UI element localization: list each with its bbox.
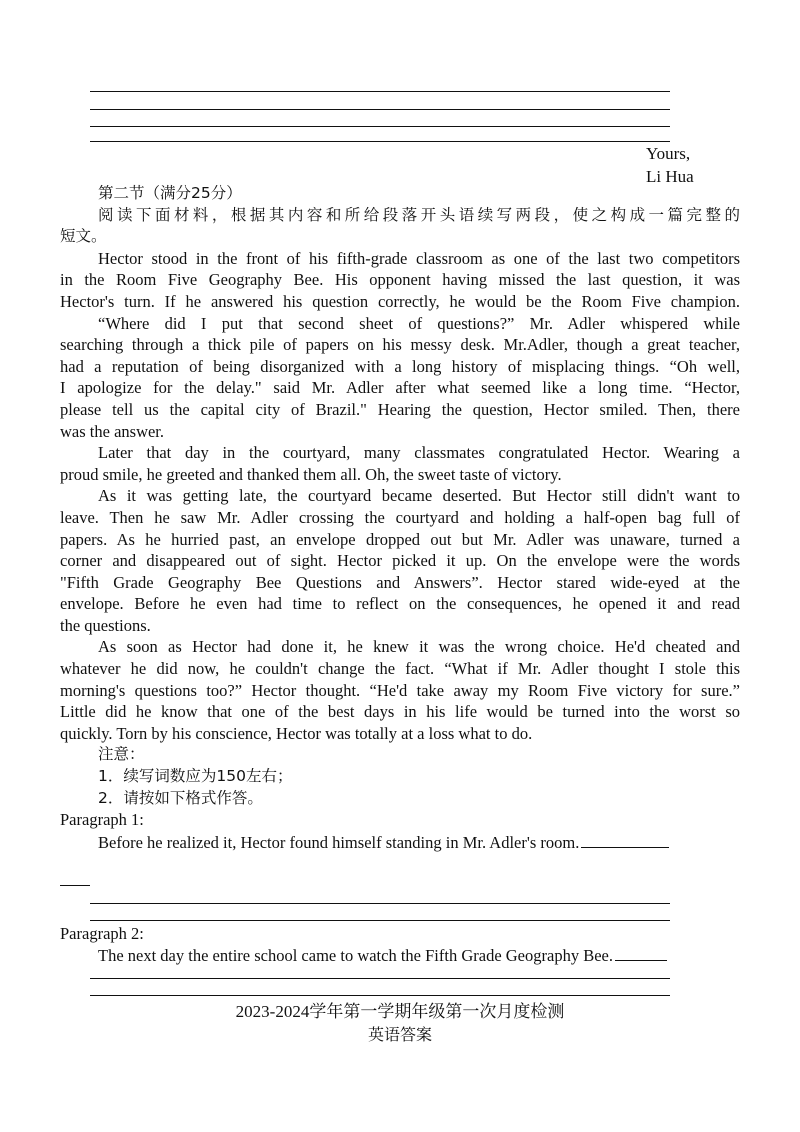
section-content: [60, 183, 740, 852]
passage-line: the questions.: [60, 615, 151, 635]
passage-line: As soon as Hector had done it, he knew it was the wrong choice. He'd cheated and: [98, 637, 740, 657]
paragraph1-writing-line[interactable]: [90, 903, 670, 904]
passage-line: I apologize for the delay." said Mr. Adler after what seemed like a long time. “Hector,: [60, 378, 740, 398]
paragraph2-writing-line[interactable]: [90, 995, 670, 996]
passage-line: papers. As he hurried past, an envelope dropped out but Mr. Adler was unaware, turned a: [60, 529, 740, 549]
writing-line-4[interactable]: [90, 141, 670, 142]
passage-line: "Fifth Grade Geography Bee Questions and Answers”. Hector stared wide-eyed at the: [60, 572, 740, 592]
paragraph1-writing-line[interactable]: [90, 920, 670, 921]
passage-line: morning's questions too?” Hector thought. “He'd take away my Room Five victory for sure.”: [60, 680, 740, 700]
passage-line: Later that day in the courtyard, many classmates congratulated Hector. Wearing a: [98, 443, 740, 463]
passage-line: searching through a thick pile of papers on his messy desk. Mr.Adler, though a great teacher,: [60, 335, 740, 355]
instruction-line: 短文。: [60, 227, 107, 246]
passage-line: in the Room Five Geography Bee. His opponent having missed the last question, it was: [60, 270, 740, 290]
writing-line-3[interactable]: [90, 126, 670, 127]
paragraph2-writing-line[interactable]: [90, 978, 670, 979]
passage-line: Little did he know that one of the best days in his life would be turned into the worst so: [60, 702, 740, 722]
answer-sheet-title: 2023-2024学年第一学期年级第一次月度检测: [235, 1002, 565, 1021]
answer-sheet-subtitle: 英语答案: [367, 1025, 432, 1044]
writing-line-1[interactable]: [90, 91, 670, 92]
passage-line: envelope. Before he even had time to reflect on the consequences, he opened it and read: [60, 594, 740, 614]
paragraph1-opener-line: [60, 831, 740, 853]
notes-label: 注意：: [98, 745, 145, 764]
passage-line: “Where did I put that second sheet of questions?” Mr. Adler whispered while: [98, 313, 740, 333]
writing-line-2[interactable]: [90, 109, 670, 110]
passage-line: quickly. Torn by his conscience, Hector was totally at a loss what to do.: [60, 723, 533, 743]
paragraph1-label: Paragraph 1:: [60, 810, 144, 830]
passage-line: leave. Then he saw Mr. Adler crossing the courtyard and holding a half-open bag full of: [60, 507, 740, 527]
paragraph1-opener: Before he realized it, Hector found himself standing in Mr. Adler's room.: [98, 832, 580, 852]
passage-line: whatever he did now, he couldn't change the fact. “What if Mr. Adler thought I stole this: [60, 659, 740, 679]
note-item: 2．请按如下格式作答。: [98, 788, 263, 807]
paragraph1-blank[interactable]: [581, 831, 669, 848]
section-heading: 第二节（满分25分）: [98, 184, 242, 202]
paragraph2-opener-line: [98, 944, 667, 967]
passage-line: proud smile, he greeted and thanked them all. Oh, the sweet taste of victory.: [60, 464, 562, 484]
letter-signature: Li Hua: [646, 167, 694, 186]
passage-line: had a reputation of being disorganized with a long history of misplacing things. “Oh well,: [60, 356, 740, 376]
passage-line: Hector stood in the front of his fifth-grade classroom as one of the last two competitors: [98, 248, 740, 268]
passage-line: corner and disappeared out of sight. Hector picked it up. On the envelope were the words: [60, 551, 740, 571]
paragraph1-blank-continuation[interactable]: [60, 885, 90, 886]
passage-line: As it was getting late, the courtyard became deserted. But Hector still didn't want to: [98, 486, 740, 506]
note-item: 1．续写词数应为150左右；: [98, 767, 293, 786]
passage-line: Hector's turn. If he answered his question correctly, he would be the Room Five champion.: [60, 291, 740, 311]
paragraph2-label: Paragraph 2:: [60, 924, 144, 943]
passage-line: was the answer.: [60, 421, 165, 441]
reading-passage: [60, 248, 740, 745]
paragraph2-opener: The next day the entire school came to watch the Fifth Grade Geography Bee.: [98, 946, 613, 965]
passage-line: please tell us the capital city of Brazil." Hearing the question, Hector smiled. Then, there: [60, 399, 740, 419]
letter-closing: Yours,: [646, 144, 691, 163]
paragraph2-blank[interactable]: [615, 944, 667, 961]
instruction-line: 阅读下面材料，根据其内容和所给段落开头语续写两段，使之构成一篇完整的: [98, 205, 740, 224]
